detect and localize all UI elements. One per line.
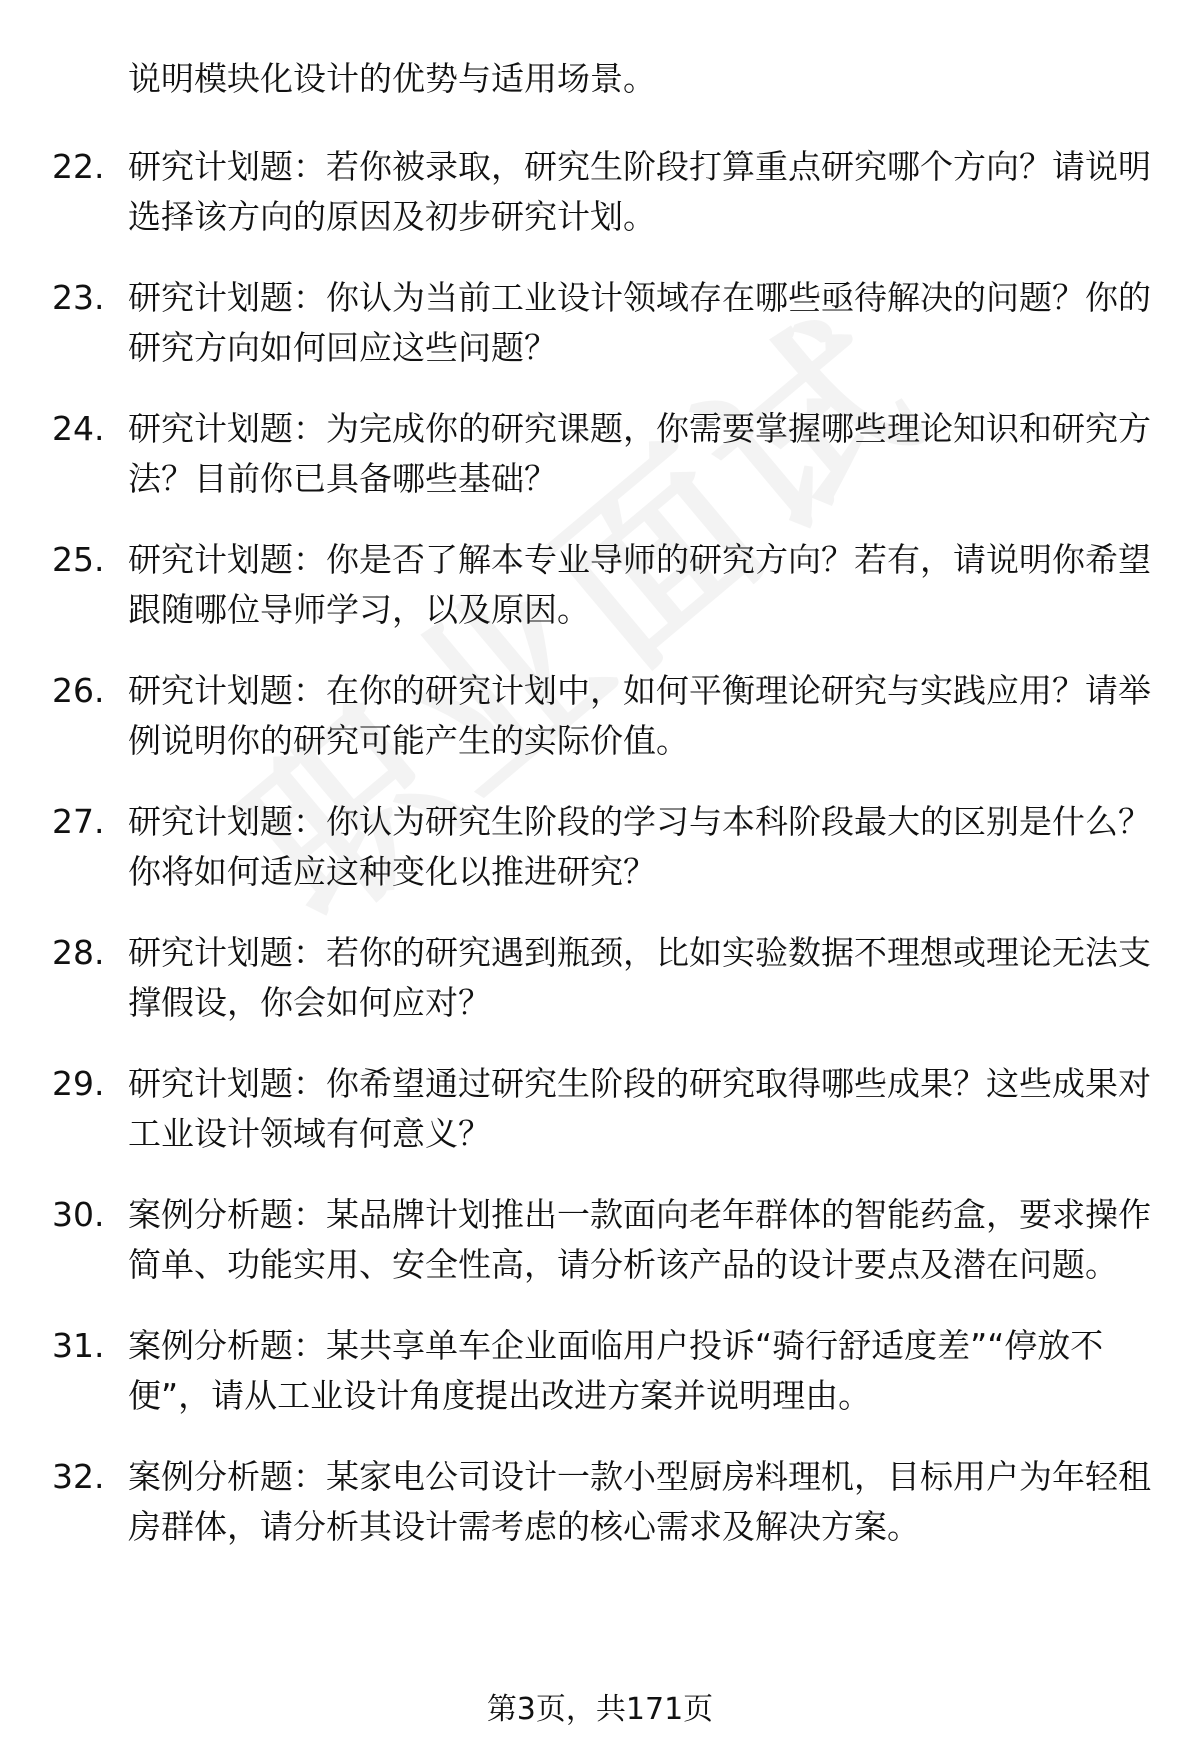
question-text: 案例分析题：某家电公司设计一款小型厨房料理机，目标用户为年轻租房群体，请分析其设计需考虑的核心需求及解决方案。 xyxy=(128,1457,1151,1546)
question-text: 研究计划题：你认为当前工业设计领域存在哪些亟待解决的问题？你的研究方向如何回应这些问题？ xyxy=(128,278,1151,367)
question-number: 28. xyxy=(52,933,105,972)
question-number: 22. xyxy=(52,147,105,186)
question-item-25 xyxy=(0,535,1200,635)
question-text: 研究计划题：若你被录取，研究生阶段打算重点研究哪个方向？请说明选择该方向的原因及初步研究计划。 xyxy=(128,147,1151,236)
question-item-27 xyxy=(0,797,1200,897)
question-number: 23. xyxy=(52,278,105,317)
question-number: 31. xyxy=(52,1326,105,1365)
question-number: 29. xyxy=(52,1064,105,1103)
question-text: 研究计划题：你希望通过研究生阶段的研究取得哪些成果？这些成果对工业设计领域有何意义？ xyxy=(128,1064,1151,1153)
question-item-26 xyxy=(0,666,1200,766)
question-number: 30. xyxy=(52,1195,105,1234)
question-number: 24. xyxy=(52,409,105,448)
question-list xyxy=(0,56,1200,1583)
question-item-24 xyxy=(0,404,1200,504)
question-text: 案例分析题：某品牌计划推出一款面向老年群体的智能药盒，要求操作简单、功能实用、安全性高，请分析该产品的设计要点及潜在问题。 xyxy=(128,1195,1151,1284)
page-number-footer: 第3页，共171页 xyxy=(486,1692,714,1727)
question-text: 研究计划题：在你的研究计划中，如何平衡理论研究与实践应用？请举例说明你的研究可能产生的实际价值。 xyxy=(128,671,1151,760)
question-item-29 xyxy=(0,1059,1200,1159)
question-item-32 xyxy=(0,1452,1200,1552)
question-text: 研究计划题：你认为研究生阶段的学习与本科阶段最大的区别是什么？你将如何适应这种变化以推进研究？ xyxy=(128,802,1151,891)
question-item-22 xyxy=(0,142,1200,242)
question-text: 案例分析题：某共享单车企业面临用户投诉“骑行舒适度差”“停放不便”，请从工业设计角度提出改进方案并说明理由。 xyxy=(128,1326,1104,1415)
question-item-28 xyxy=(0,928,1200,1028)
question-number: 32. xyxy=(52,1457,105,1496)
question-number: 25. xyxy=(52,540,105,579)
question-item-23 xyxy=(0,273,1200,373)
question-number: 26. xyxy=(52,671,105,710)
question-text: 研究计划题：为完成你的研究课题，你需要掌握哪些理论知识和研究方法？目前你已具备哪些基础？ xyxy=(128,409,1151,498)
question-number: 27. xyxy=(52,802,105,841)
continuation-text: 说明模块化设计的优势与适用场景。 xyxy=(128,59,656,98)
question-item-31 xyxy=(0,1321,1200,1421)
question-text: 研究计划题：你是否了解本专业导师的研究方向？若有，请说明你希望跟随哪位导师学习，以及原因。 xyxy=(128,540,1151,629)
question-text: 研究计划题：若你的研究遇到瓶颈，比如实验数据不理想或理论无法支撑假设，你会如何应对？ xyxy=(128,933,1151,1022)
question-item-30 xyxy=(0,1190,1200,1290)
